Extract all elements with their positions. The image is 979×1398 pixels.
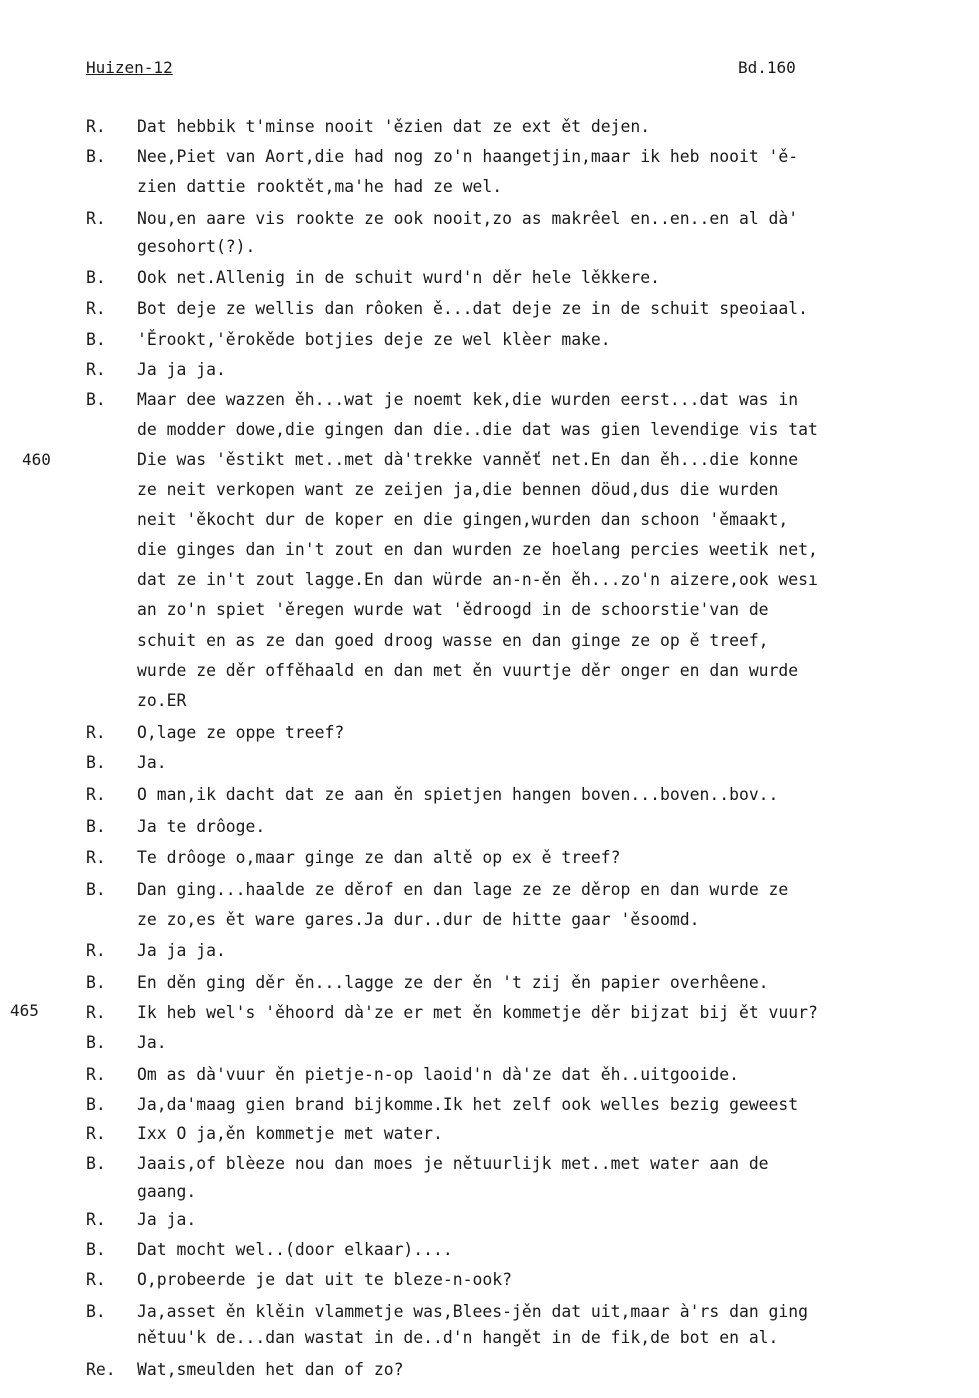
transcript-line: Te drôoge o,maar ginge ze dan altě op ex ě treef?: [137, 848, 621, 867]
transcript-line: Nee,Piet van Aort,die had nog zo'n haangetjin,maar ik heb nooit 'ě-: [137, 147, 799, 166]
transcript-line: de modder dowe,die gingen dan die..die dat was gien levendige vis tat: [137, 420, 818, 439]
speaker-label: Re.: [86, 1360, 116, 1379]
speaker-label: B.: [86, 817, 106, 836]
speaker-label: B.: [86, 753, 106, 772]
speaker-label: R.: [86, 1065, 106, 1084]
speaker-label: R.: [86, 785, 106, 804]
transcript-line: Die was 'ěstikt met..met dà'trekke vanněť net.En dan ěh...die konne: [137, 450, 799, 469]
transcript-line: ze neit verkopen want ze zeijen ja,die bennen döud,dus die wurden: [137, 480, 779, 499]
speaker-label: B.: [86, 268, 106, 287]
speaker-label: R.: [86, 360, 106, 379]
transcript-line: Maar dee wazzen ěh...wat je noemt kek,die wurden eerst...dat was in: [137, 390, 799, 409]
transcript-line: zo.ER: [137, 691, 187, 710]
speaker-label: B.: [86, 1302, 106, 1321]
transcript-line: Ja,da'maag gien brand bijkomme.Ik het zelf ook welles bezig geweest: [137, 1095, 799, 1114]
transcript-line: gaang.: [137, 1182, 197, 1201]
margin-line-number: 460: [22, 450, 51, 469]
transcript-line: gesohort(?).: [137, 237, 256, 256]
speaker-label: B.: [86, 390, 106, 409]
transcript-line: Ik heb wel's 'ěhoord dà'ze er met ěn kommetje děr bijzat bij ět vuur?: [137, 1003, 818, 1022]
speaker-label: R.: [86, 941, 106, 960]
transcript-line: Nou,en aare vis rookte ze ook nooit,zo as makrêel en..en..en al dà': [137, 209, 799, 228]
margin-line-number: 465: [10, 1001, 39, 1020]
speaker-label: R.: [86, 117, 106, 136]
transcript-line: 'Ěrookt,'ěrokěde botjies deje ze wel klèer make.: [137, 330, 611, 349]
transcript-line: Ook net.Allenig in de schuit wurd'n děr hele lěkkere.: [137, 268, 661, 287]
transcript-line: Ja,asset ěn klěin vlammetje was,Blees-jěn dat uit,maar à'rs dan ging: [137, 1302, 809, 1321]
transcript-line: schuit en as ze dan goed droog wasse en dan ginge ze op ě treef,: [137, 631, 769, 650]
speaker-label: R.: [86, 1124, 106, 1143]
transcript-line: Ja ja ja.: [137, 941, 226, 960]
transcript-line: Ja ja ja.: [137, 360, 226, 379]
transcript-line: En děn ging děr ěn...lagge ze der ěn 't zij ěn papier overhêene.: [137, 973, 769, 992]
speaker-label: R.: [86, 209, 106, 228]
transcript-line: ze zo,es ět ware gares.Ja dur..dur de hitte gaar 'ěsoomd.: [137, 910, 700, 929]
transcript-line: O,lage ze oppe treef?: [137, 723, 345, 742]
transcript-line: die ginges dan in't zout en dan wurden ze hoelang percies weetik net,: [137, 540, 818, 559]
transcript-line: Dan ging...haalde ze děrof en dan lage ze ze děrop en dan wurde ze: [137, 880, 789, 899]
speaker-label: B.: [86, 880, 106, 899]
transcript-line: O man,ik dacht dat ze aan ěn spietjen hangen boven...boven..bov..: [137, 785, 779, 804]
transcript-line: Om as dà'vuur ěn pietje-n-op laoid'n dà'ze dat ěh..uitgooide.: [137, 1065, 739, 1084]
speaker-label: B.: [86, 147, 106, 166]
transcript-line: zien dattie rooktět,ma'he had ze wel.: [137, 177, 503, 196]
speaker-label: B.: [86, 1033, 106, 1052]
transcript-line: wurde ze děr offěhaald en dan met ěn vuurtje děr onger en dan wurde: [137, 661, 799, 680]
transcript-line: Ja ja.: [137, 1210, 197, 1229]
speaker-label: R.: [86, 1270, 106, 1289]
transcript-line: Ja te drôoge.: [137, 817, 266, 836]
transcript-line: Bot deje ze wellis dan rôoken ě...dat deje ze in de schuit speoiaal.: [137, 299, 809, 318]
transcript-line: Wat,smeulden het dan of zo?: [137, 1360, 404, 1379]
transcript-line: Dat mocht wel..(door elkaar)....: [137, 1240, 453, 1259]
speaker-label: B.: [86, 1095, 106, 1114]
transcript-line: neit 'ěkocht dur de koper en die gingen,wurden dan schoon 'ěmaakt,: [137, 510, 789, 529]
speaker-label: R.: [86, 299, 106, 318]
transcript-line: O,probeerde je dat uit te bleze-n-ook?: [137, 1270, 512, 1289]
transcript-line: nětuu'k de...dan wastat in de..d'n hangět in de fik,de bot en al.: [137, 1328, 779, 1347]
page-header-number: Bd.160: [738, 58, 796, 77]
transcript-line: Ixx O ja,ěn kommetje met water.: [137, 1124, 443, 1143]
speaker-label: B.: [86, 973, 106, 992]
transcript-line: dat ze in't zout lagge.En dan würde an-n-ěn ěh...zo'n aizere,ook wesı: [137, 570, 818, 589]
speaker-label: B.: [86, 1154, 106, 1173]
transcript-line: Ja.: [137, 1033, 167, 1052]
transcript-line: Jaais,of blèeze nou dan moes je nětuurlijk met..met water aan de: [137, 1154, 769, 1173]
page-header-title: Huizen-12: [86, 58, 173, 77]
speaker-label: B.: [86, 330, 106, 349]
speaker-label: B.: [86, 1240, 106, 1259]
speaker-label: R.: [86, 1003, 106, 1022]
speaker-label: R.: [86, 723, 106, 742]
transcript-line: an zo'n spiet 'ěregen wurde wat 'ědroogd in de schoorstie'van de: [137, 600, 769, 619]
transcript-line: Dat hebbik t'minse nooit 'ězien dat ze ext ět dejen.: [137, 117, 651, 136]
transcript-line: Ja.: [137, 753, 167, 772]
speaker-label: R.: [86, 1210, 106, 1229]
speaker-label: R.: [86, 848, 106, 867]
